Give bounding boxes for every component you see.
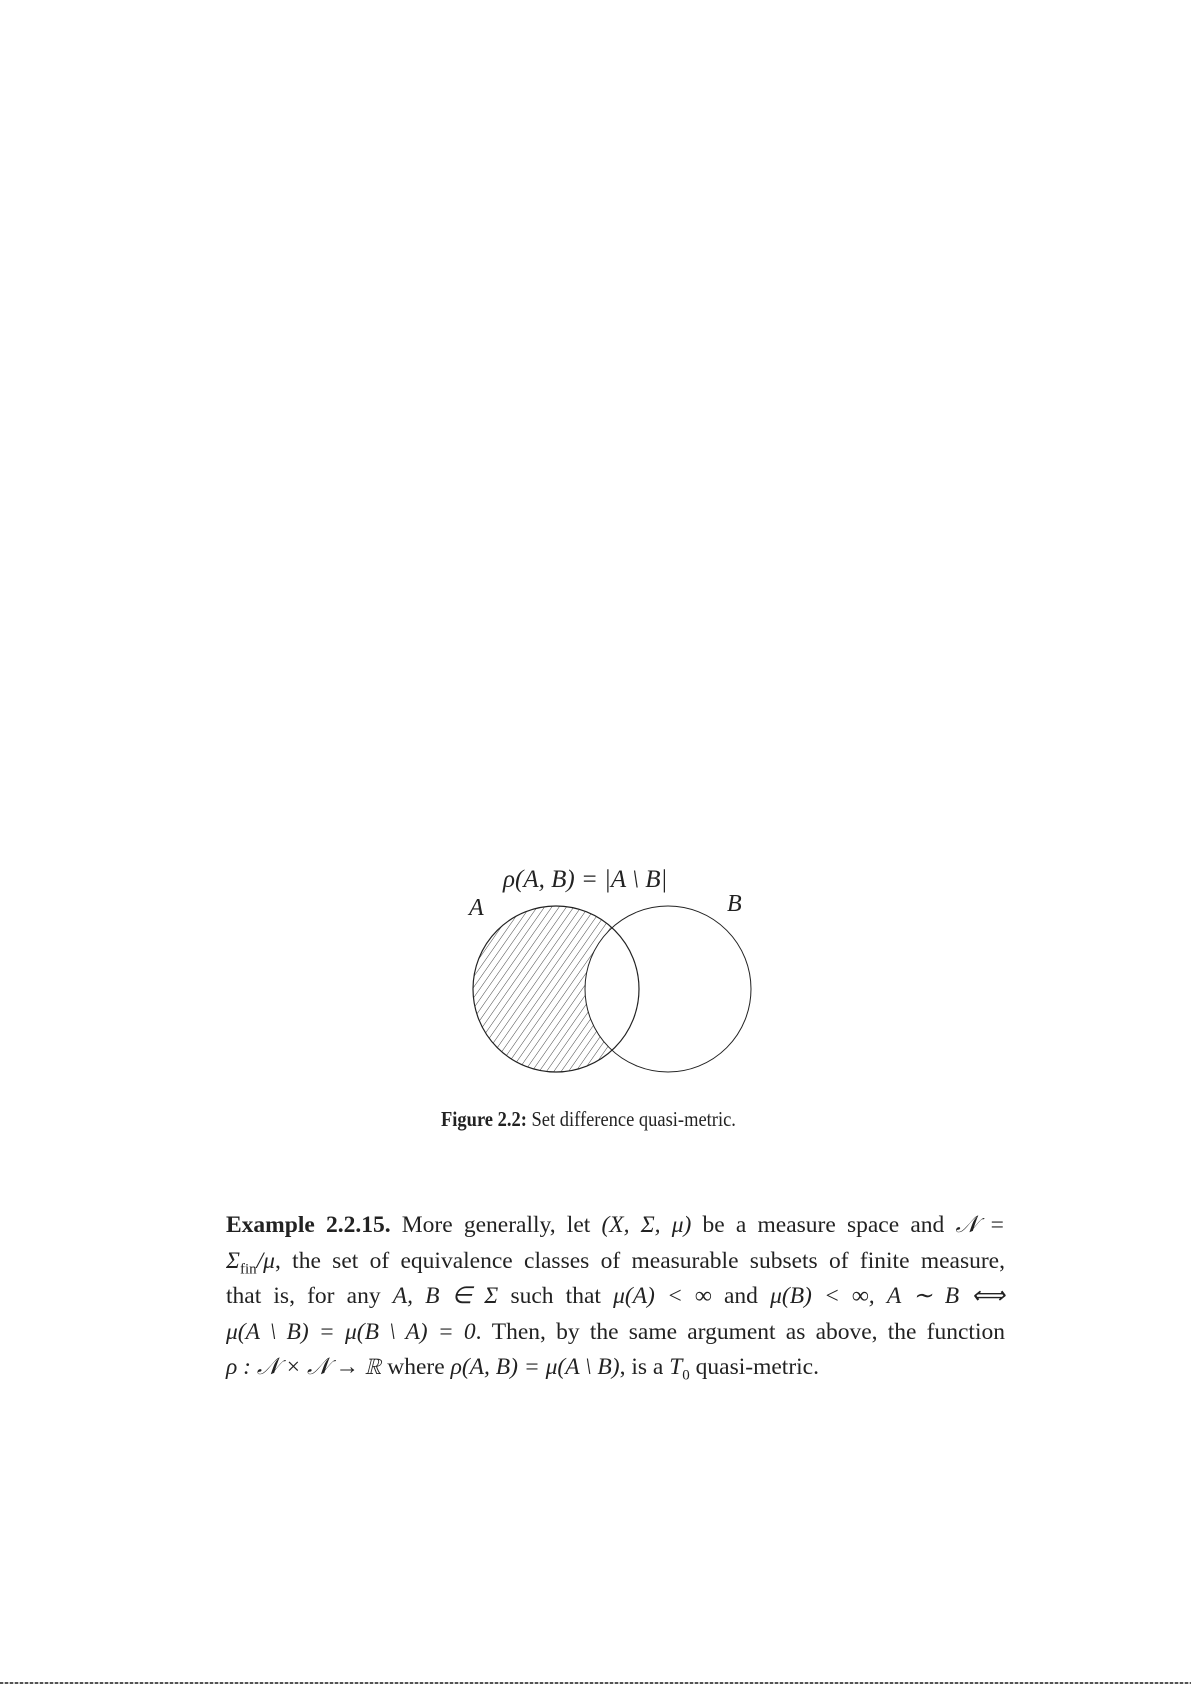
paragraph-line xyxy=(226,1244,1005,1280)
math-expression: ρ(A, B) = μ(A \ B) xyxy=(450,1354,620,1380)
example-heading: Example 2.2.15. xyxy=(226,1212,391,1238)
text-run: that is, for any xyxy=(226,1283,393,1309)
text-run: More generally, let xyxy=(390,1212,602,1238)
subscript: 0 xyxy=(682,1367,690,1384)
math-expression: A, B ∈ Σ xyxy=(392,1283,499,1309)
text-run: and xyxy=(711,1283,771,1309)
text-run: , is a xyxy=(619,1354,670,1380)
caption-label: Figure 2.2: xyxy=(441,1107,527,1131)
paragraph-line xyxy=(226,1279,1005,1315)
math-expression: μ(A) < ∞ xyxy=(613,1283,712,1309)
math-expression: μ(B) < ∞, A ∼ B ⟺ xyxy=(770,1283,1005,1309)
label-set-a: A xyxy=(469,895,484,921)
math-expression: 𝒩 = xyxy=(955,1212,1005,1238)
math-expression: ρ : 𝒩 × 𝒩 → ℝ xyxy=(226,1354,382,1380)
example-paragraph xyxy=(226,1208,1005,1386)
math-expression: Σ xyxy=(226,1247,240,1274)
caption-text: Set difference quasi-metric. xyxy=(531,1107,736,1131)
text-run: such that xyxy=(498,1283,614,1309)
math-expression: μ(A \ B) = μ(B \ A) = 0 xyxy=(226,1318,476,1345)
paragraph-line xyxy=(226,1208,1005,1244)
math-expression: T xyxy=(669,1354,683,1380)
paragraph-line xyxy=(226,1315,1005,1351)
text-run: where xyxy=(381,1354,451,1380)
text-run: . Then, by the same argument as above, the function xyxy=(475,1318,1005,1345)
page-bottom-edge xyxy=(0,1682,1191,1684)
text-run: quasi-metric. xyxy=(689,1354,819,1380)
text-run: be a measure space and xyxy=(691,1212,956,1238)
math-expression: (X, Σ, μ) xyxy=(601,1212,692,1238)
label-set-b: B xyxy=(727,891,742,917)
figure-formula: ρ(A, B) = |A \ B| xyxy=(503,866,668,893)
subscript: fin xyxy=(239,1261,257,1278)
paragraph-line xyxy=(226,1350,1005,1386)
math-expression: /μ xyxy=(256,1247,275,1274)
text-run: , the set of equivalence classes of measurable subsets of finite measure, xyxy=(274,1247,1005,1274)
figure-caption xyxy=(441,1107,736,1132)
